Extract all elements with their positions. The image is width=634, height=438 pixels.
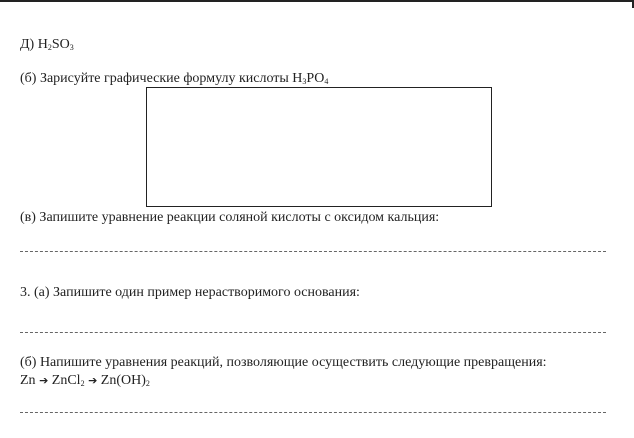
formula-part: Zn(OH) [100, 373, 146, 388]
formula-part: SO [51, 37, 70, 52]
answer-line-v[interactable] [20, 251, 606, 252]
top-border [0, 0, 634, 2]
subscript: 2 [47, 43, 52, 52]
item-v-question: (в) Запишите уравнение реакции соляной кислоты с оксидом кальция: [20, 210, 440, 225]
item-b-text: (б) Зарисуйте графические формулу кислоты H [20, 71, 303, 86]
subscript: 3 [302, 77, 307, 86]
arrow-right-icon: ➔ [39, 374, 49, 387]
reaction-chain [20, 373, 150, 389]
drawing-answer-box[interactable] [146, 87, 492, 207]
subscript: 2 [80, 379, 85, 388]
znoh2-formula [101, 373, 150, 388]
formula-part: ZnCl [51, 373, 81, 388]
item-b-question [20, 71, 328, 87]
formula-part: PO [306, 71, 325, 86]
item-b2-question: (б) Напишите уравнения реакций, позволяющие осуществить следующие превращения: [20, 355, 547, 370]
subscript: 4 [324, 77, 329, 86]
arrow-right-icon: ➔ [88, 374, 98, 387]
answer-line-3a[interactable] [20, 332, 606, 333]
zncl2-formula [52, 373, 85, 388]
subscript: 2 [145, 379, 150, 388]
zn-formula: Zn [20, 373, 36, 388]
subscript: 3 [69, 43, 74, 52]
item-d-text: Д) H [20, 37, 48, 52]
answer-line-b2[interactable] [20, 412, 606, 413]
item-d-formula [20, 37, 74, 53]
item-3a-question: 3. (а) Запишите один пример нерастворимого основания: [20, 285, 360, 300]
